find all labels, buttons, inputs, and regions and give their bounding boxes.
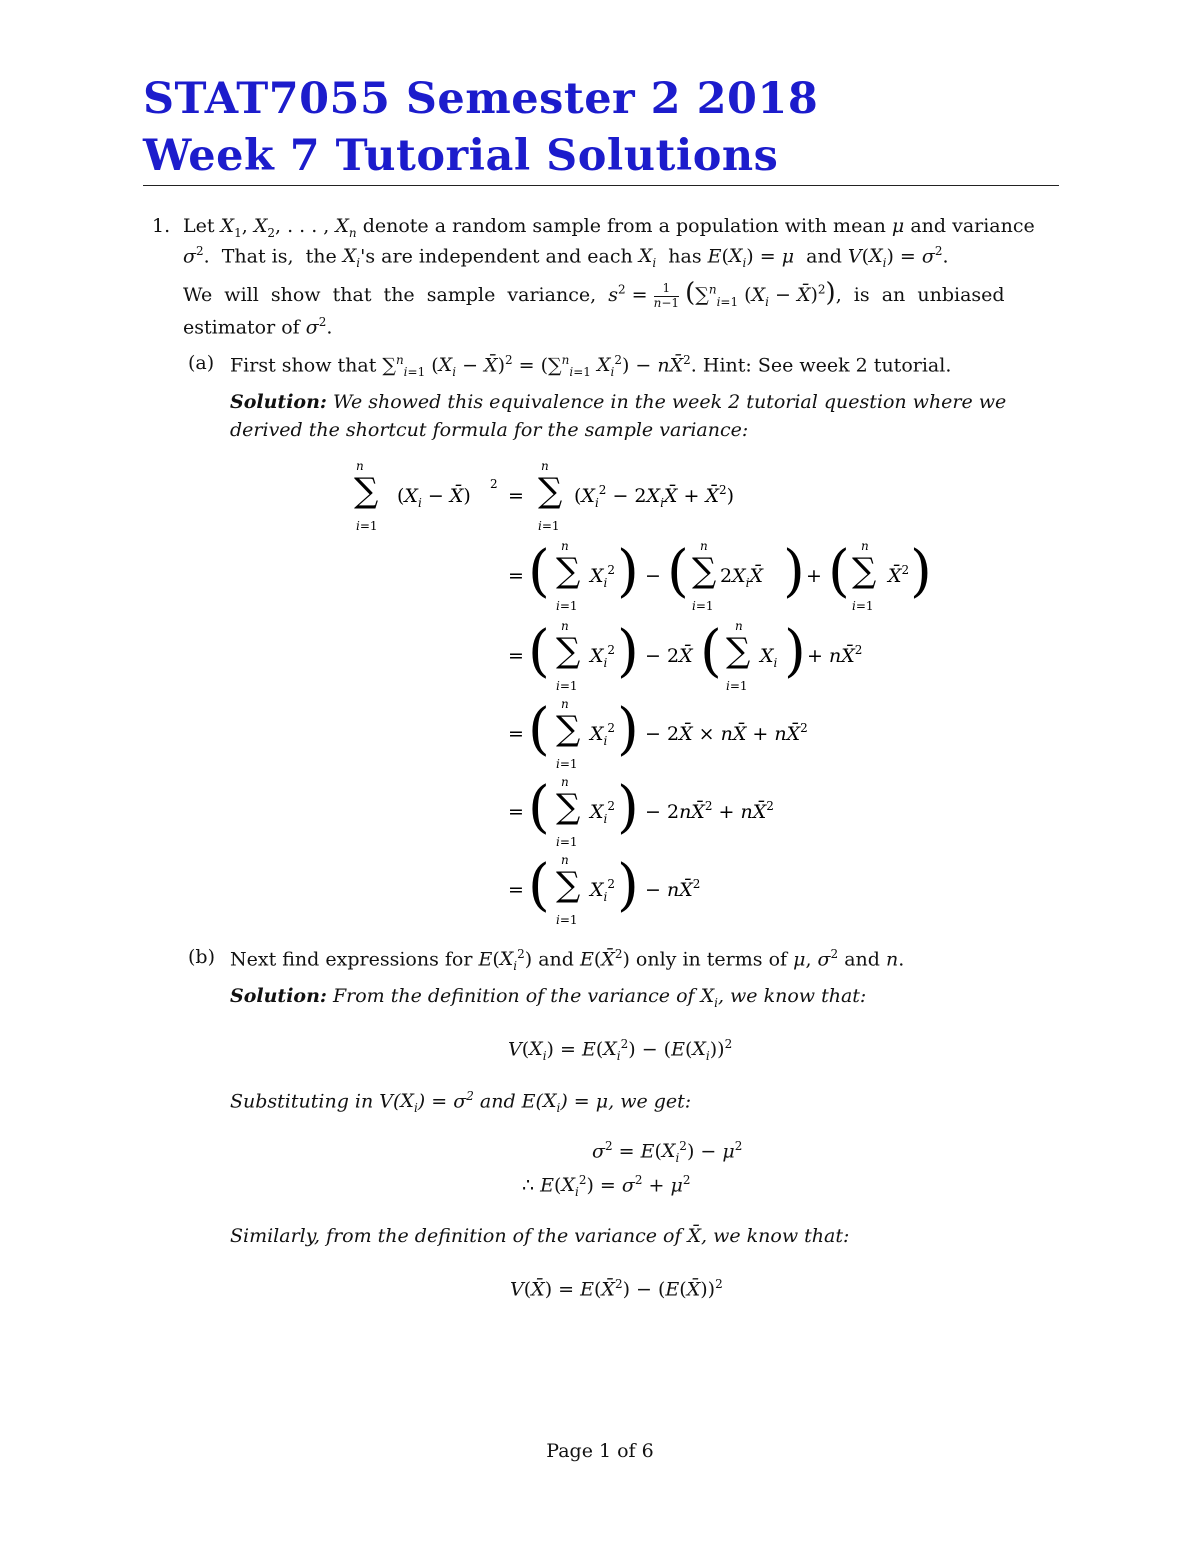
derivation-step-2 xyxy=(508,539,932,613)
derivation-equations xyxy=(0,460,1200,940)
svg-text:− nX̄2: − nX̄$^2$ xyxy=(645,877,701,901)
svg-text:∑: ∑ xyxy=(852,551,877,591)
document-title: STAT7055 Semester 2 2018 xyxy=(143,74,819,124)
svg-text:− 2X̄ × nX̄ + nX̄2: − 2X̄ × nX̄ + nX̄$^2$ xyxy=(645,721,808,745)
svg-text:(: ( xyxy=(528,853,550,918)
svg-text:i=1: i=1 xyxy=(556,835,578,849)
svg-text:(: ( xyxy=(528,539,550,604)
derivation-step-3 xyxy=(508,619,862,693)
part-a-solution-line-1 xyxy=(230,393,1059,412)
svg-text:∑: ∑ xyxy=(556,631,581,671)
xbar-variance-equation: V(X̄) = E(X̄$^2$) − (E(X̄))$^2$ xyxy=(510,1277,723,1301)
part-b-question: Next find expressions for $E(X_i^2)$ and E(X̄$^2$) only in terms of μ, $\sigma^2$ and n. xyxy=(230,947,905,974)
part-a-label: (a) xyxy=(188,352,215,374)
svg-text:2XiX̄: $2X_iX̄$ xyxy=(720,565,763,590)
svg-text:n: n xyxy=(356,460,364,473)
question-intro-line-3: We will show that the sample variance, $s^2$ = 1 n−1 (∑$^n_{i=1}$ ($X_i$ − X̄)$^2$), is an unbiased xyxy=(183,278,1005,310)
part-b-label: (b) xyxy=(188,946,215,968)
svg-text:=: = xyxy=(508,485,524,507)
svg-text:∑: ∑ xyxy=(692,551,717,591)
similarly-text: Similarly, from the definition of the variance of X̄, we know that: xyxy=(230,1225,850,1247)
expectation-result-equation: ∴ $E(X_i^2) = \sigma^2 + \mu^2$ xyxy=(522,1173,691,1200)
svg-text:− 2nX̄2 + nX̄2: − 2nX̄$^2$ + nX̄$^2$ xyxy=(645,799,774,823)
svg-text:(Xi − X̄): ($X_i$ − X̄) xyxy=(397,485,471,510)
svg-text:i=1: i=1 xyxy=(726,679,748,693)
svg-text:− 2X̄: − 2X̄ xyxy=(645,645,693,667)
svg-text:=: = xyxy=(508,801,524,823)
svg-text:∑: ∑ xyxy=(354,471,379,511)
svg-text:=: = xyxy=(508,879,524,901)
svg-text:): ) xyxy=(617,619,639,684)
svg-text:): ) xyxy=(617,697,639,762)
substitution-text: Substituting in $V(X_i) = \sigma^2$ and $E(X_i) = \mu$, we get: xyxy=(230,1089,692,1116)
part-a-solution-line-2: derived the shortcut formula for the sample variance: xyxy=(230,419,749,441)
svg-text:i=1: i=1 xyxy=(692,599,714,613)
svg-text:∑: ∑ xyxy=(556,787,581,827)
svg-text:(: ( xyxy=(828,539,850,604)
question-intro-line-4: estimator of $\sigma^2$. xyxy=(183,315,333,339)
svg-text:n: n xyxy=(735,619,743,633)
svg-text:∑: ∑ xyxy=(726,631,751,671)
svg-text:∑: ∑ xyxy=(556,709,581,749)
question-number: 1. xyxy=(152,215,171,237)
svg-text:−: − xyxy=(645,565,661,587)
svg-text:): ) xyxy=(783,539,805,604)
svg-text:n: n xyxy=(561,853,569,867)
svg-text:+ nX̄2: + nX̄$^2$ xyxy=(807,643,863,667)
svg-text:n: n xyxy=(541,460,549,473)
svg-text:=: = xyxy=(508,565,524,587)
svg-text:(: ( xyxy=(528,619,550,684)
solution-label: Solution: xyxy=(230,391,327,413)
title-rule xyxy=(143,185,1059,186)
svg-text:=: = xyxy=(508,723,524,745)
derivation-step-1 xyxy=(354,460,734,533)
sigma-equation: $\sigma^2 = E(X_i^2) - \mu^2$ xyxy=(592,1139,743,1166)
svg-text:+: + xyxy=(806,565,822,587)
svg-text:): ) xyxy=(617,539,639,604)
svg-text:Xi2: $X_i^2$ xyxy=(590,721,616,748)
svg-text:Xi2: $X_i^2$ xyxy=(590,799,616,826)
svg-text:∑: ∑ xyxy=(538,471,563,511)
svg-text:X̄2: X̄$^2$ xyxy=(888,563,910,587)
svg-text:i=1: i=1 xyxy=(356,519,378,533)
svg-text:i=1: i=1 xyxy=(556,913,578,927)
svg-text:n: n xyxy=(561,775,569,789)
svg-text:n: n xyxy=(561,697,569,711)
svg-text:i=1: i=1 xyxy=(538,519,560,533)
svg-text:): ) xyxy=(617,775,639,840)
svg-text:Xi2: $X_i^2$ xyxy=(590,877,616,904)
page-number: Page 1 of 6 xyxy=(546,1440,654,1462)
svg-text:(: ( xyxy=(667,539,689,604)
svg-text:i=1: i=1 xyxy=(556,599,578,613)
svg-text:): ) xyxy=(910,539,932,604)
part-b-solution-line-1: Solution: From the definition of the variance of $X_i$, we know that: xyxy=(230,985,867,1010)
svg-text:∑: ∑ xyxy=(556,865,581,905)
svg-text:n: n xyxy=(561,539,569,553)
question-intro-line-2: $\sigma^2$. That is, the $X_i's$ are independent and each $X_i$ has $E(X_i) = \mu$ and $V(X_i) = \sigma^2$. xyxy=(183,244,949,271)
svg-text:i=1: i=1 xyxy=(556,757,578,771)
svg-text:Xi2: $X_i^2$ xyxy=(590,643,616,670)
svg-text:Xi: $X_i$ xyxy=(760,645,778,670)
svg-text:(: ( xyxy=(528,775,550,840)
derivation-step-4 xyxy=(508,697,808,771)
svg-text:(: ( xyxy=(528,697,550,762)
variance-definition-equation: $V(X_i) = E(X_i^2) - (E(X_i))^2$ xyxy=(508,1037,733,1064)
svg-text:2: 2 xyxy=(490,477,498,491)
document-subtitle: Week 7 Tutorial Solutions xyxy=(143,131,779,181)
part-a-solution-text-1: We showed this equivalence in the week 2 tutorial question where we xyxy=(332,391,1007,413)
part-a-question: First show that ∑$^n_{i=1}$ ($X_i$ − X̄)$^2$ = (∑$^n_{i=1}$ $X_i^2$) − nX̄$^2$. Hint: See week 2 tutorial. xyxy=(230,353,952,380)
solution-label: Solution: xyxy=(230,985,327,1007)
svg-text:n: n xyxy=(561,619,569,633)
question-intro-line-1: Let $X_1$, $X_2$, . . . , $X_n$ denote a random sample from a population with mean μ and variance xyxy=(183,215,1035,240)
svg-text:n: n xyxy=(861,539,869,553)
svg-text:n: n xyxy=(700,539,708,553)
svg-text:i=1: i=1 xyxy=(556,679,578,693)
derivation-step-6 xyxy=(508,853,700,927)
svg-text:(Xi2 − 2XiX̄ + X̄2): ($X_i^2$ − $2X_iX̄$ + X̄$^2$) xyxy=(574,483,735,510)
svg-text:(: ( xyxy=(700,619,722,684)
svg-text:i=1: i=1 xyxy=(852,599,874,613)
svg-text:=: = xyxy=(508,645,524,667)
svg-text:Xi2: $X_i^2$ xyxy=(590,563,616,590)
derivation-step-5 xyxy=(508,775,774,849)
svg-text:): ) xyxy=(784,619,806,684)
svg-text:∑: ∑ xyxy=(556,551,581,591)
svg-text:): ) xyxy=(617,853,639,918)
